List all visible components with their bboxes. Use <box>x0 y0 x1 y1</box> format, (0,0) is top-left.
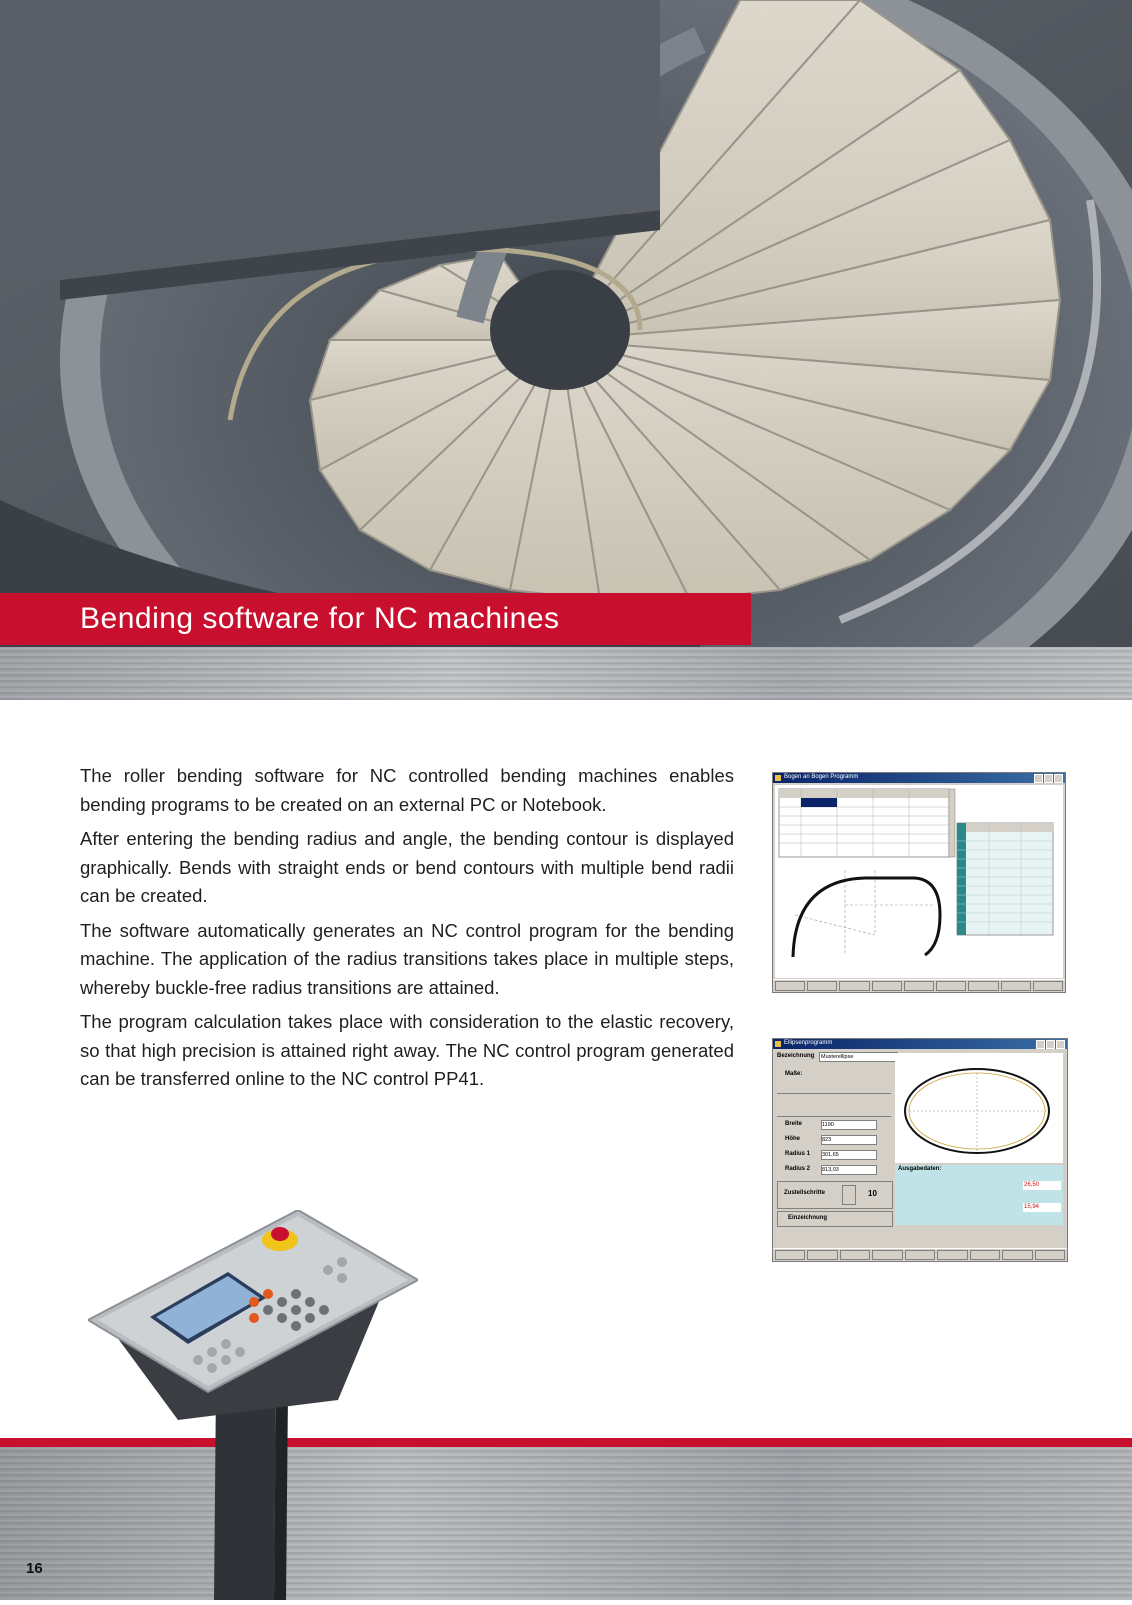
app-icon <box>775 775 781 781</box>
paragraph: The software automatically generates an NC control program for the bending machine. The application of the radius transitions takes place in multiple steps, whereby buckle-free radius transitions are attained. <box>80 919 734 998</box>
window-titlebar <box>773 773 1065 783</box>
window-toolbar <box>773 1248 1067 1261</box>
paragraph: The roller bending software for NC controlled bending machines enables bending programs to be created on an external PC or Notebook. <box>80 765 734 815</box>
output-value-1: 26,50 <box>1023 1181 1061 1190</box>
insertion-label: Einzeichnung <box>788 1215 827 1221</box>
window-toolbar <box>773 979 1065 992</box>
window-content <box>775 785 1063 978</box>
ellipse-preview <box>895 1053 1063 1163</box>
nc-control-panel-image <box>88 1210 418 1600</box>
window-content <box>775 1051 1065 1247</box>
width-field: 1190 <box>821 1120 877 1130</box>
info-block <box>777 1093 891 1117</box>
output-panel <box>895 1165 1063 1225</box>
height-field: 823 <box>821 1135 877 1145</box>
insertion-box <box>777 1211 893 1227</box>
output-title: Ausgabedaten: <box>898 1166 942 1172</box>
radius1-label: Radius 1 <box>785 1151 811 1157</box>
radius2-field: 813,03 <box>821 1165 877 1175</box>
radius2-label: Radius 2 <box>785 1166 811 1172</box>
width-label: Breite <box>785 1121 803 1127</box>
window-title: Ellipsenprogramm <box>784 1040 833 1046</box>
page-title: Bending software for NC machines <box>80 602 560 635</box>
name-field: Musterellipse <box>819 1052 898 1062</box>
output-value-2: 15,94 <box>1023 1203 1061 1212</box>
window-title: Bogen an Bogen Programm <box>784 774 859 780</box>
radius1-field: 301,65 <box>821 1150 877 1160</box>
window-titlebar <box>773 1039 1067 1049</box>
steps-box <box>777 1181 893 1209</box>
dims-label: Maße: <box>785 1071 803 1077</box>
body-text <box>80 762 734 1100</box>
hero-staircase-photo <box>0 0 1132 647</box>
window-controls <box>1036 1040 1065 1049</box>
section-title-band <box>0 593 751 645</box>
height-label: Höhe <box>785 1136 800 1142</box>
steps-spinner <box>842 1185 856 1205</box>
steps-value: 10 <box>868 1189 877 1198</box>
software-screenshot-bend-program <box>772 772 1066 993</box>
paragraph: The program calculation takes place with consideration to the elastic recovery, so that high precision is attained right away. The NC control program generated can be transferred online to the NC control PP41. <box>80 1011 734 1089</box>
app-icon <box>775 1041 781 1047</box>
brushed-metal-strip <box>0 647 1132 700</box>
window-controls <box>1034 774 1063 783</box>
software-screenshot-ellipse-program <box>772 1038 1068 1262</box>
name-label: Bezeichnung <box>777 1053 815 1059</box>
steps-label: Zustellschritte <box>784 1190 826 1196</box>
page-number: 16 <box>26 1560 43 1577</box>
paragraph: After entering the bending radius and angle, the bending contour is displayed graphically. Bends with straight ends or bend contours with multiple bend radii can be created. <box>80 828 734 906</box>
